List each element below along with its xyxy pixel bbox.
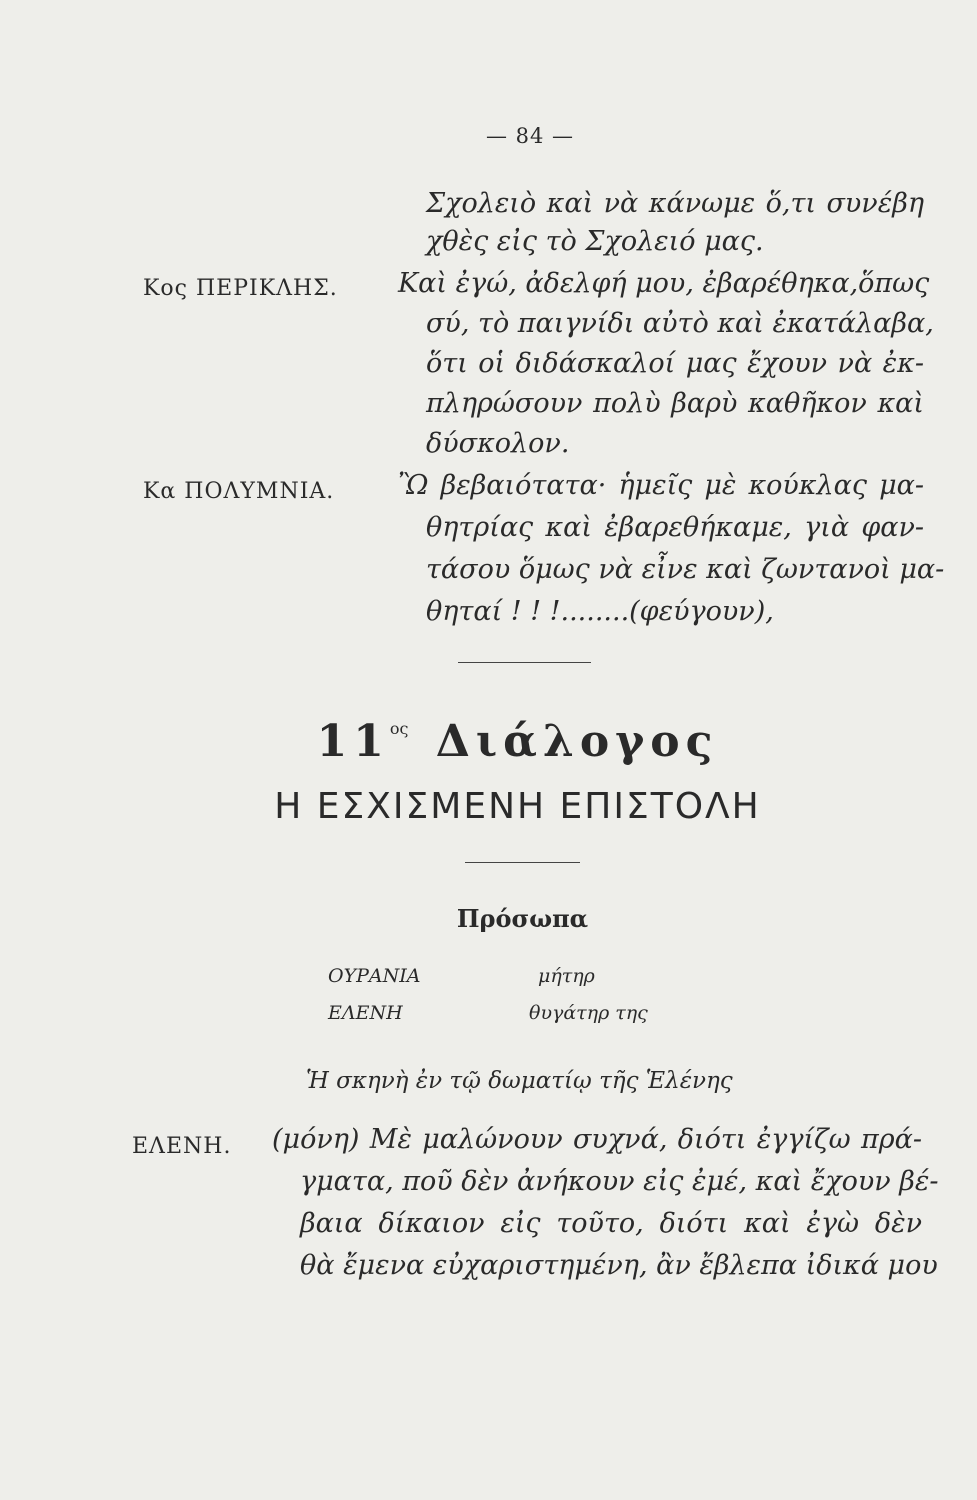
dialog-number-suffix: ος [389, 719, 409, 738]
piece-title: Η ΕΣΧΙΣΜΕΝΗ ΕΠΙΣΤΟΛΗ [274, 786, 761, 827]
speaker-name: Κα ΠΟΛΥΜΝΙΑ. [143, 479, 335, 504]
text-line: Καὶ ἐγώ, ἀδελφή μου, ἐβαρέθηκα,ὅπως [398, 268, 930, 299]
text-line: ὅτι οἱ διδάσκαλοί μας ἔχουν νὰ ἐκ- [426, 348, 924, 379]
text-line: θὰ ἔμενα εὐχαριστημένη, ἂν ἔβλεπα ἰδικά μου [300, 1250, 938, 1281]
text-line: Σχολειὸ καὶ νὰ κάνωμε ὅ,τι συνέβη [426, 188, 924, 219]
text-line: θηταί ! ! !........(φεύγουν), [426, 596, 774, 627]
text-line: θητρίας καὶ ἐβαρεθήκαμε, γιὰ φαν- [426, 512, 924, 543]
character-name: ΕΛΕΝΗ [328, 1002, 403, 1024]
dialog-word: Διάλογος [435, 716, 719, 767]
text-line: τάσου ὅμως νὰ εἶνε καὶ ζωντανοὶ μα- [426, 554, 945, 585]
text-line: Ὢ βεβαιότατα· ἡμεῖς μὲ κούκλας μα- [398, 470, 924, 501]
dialog-heading [0, 716, 977, 767]
text-line: πληρώσουν πολὺ βαρὺ καθῆκον καὶ [426, 388, 924, 419]
page-number: — 84 — [485, 124, 575, 148]
speaker-name: ΕΛΕΝΗ. [132, 1134, 232, 1159]
text-line: γματα, ποῦ δὲν ἀνήκουν εἰς ἐμέ, καὶ ἔχουν βέ- [300, 1166, 939, 1197]
persons-heading: Πρόσωπα [456, 904, 589, 933]
text-line: (μόνη) Μὲ μαλώνουν συχνά, διότι ἐγγίζω πρά- [272, 1124, 922, 1155]
scene-direction: Ἡ σκηνὴ ἐν τῷ δωματίῳ τῆς Ἑλένης [306, 1068, 733, 1094]
character-role: μήτηρ [538, 965, 595, 987]
character-name: ΟΥΡΑΝΙΑ [328, 965, 421, 987]
text-line: δύσκολον. [426, 428, 570, 459]
dialog-number: 11 [316, 716, 390, 767]
text-line: βαια δίκαιον εἰς τοῦτο, διότι καὶ ἐγὼ δὲν [300, 1208, 922, 1239]
text-line: σύ, τὸ παιγνίδι αὐτὸ καὶ ἐκατάλαβα, [426, 308, 934, 339]
title-divider [465, 862, 580, 863]
section-divider [458, 662, 591, 663]
character-role: θυγάτηρ της [529, 1002, 648, 1024]
text-line: χθὲς εἰς τὸ Σχολειό μας. [426, 226, 764, 257]
speaker-name: Κος ΠΕΡΙΚΛΗΣ. [143, 276, 338, 301]
